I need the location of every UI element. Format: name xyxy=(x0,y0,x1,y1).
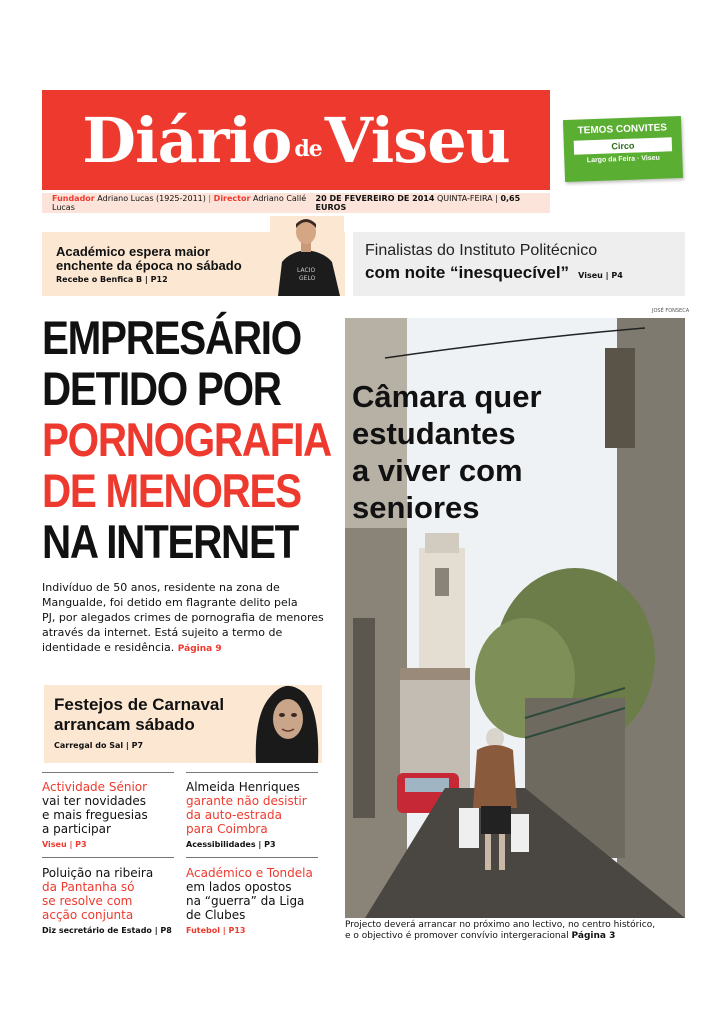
brief-line: se resolve com xyxy=(42,894,133,908)
teaser-left-sub: Recebe o Benfica B | P12 xyxy=(56,275,168,284)
photo-credit: JOSÉ FONSECA xyxy=(652,308,690,314)
lead-body-4: através da internet. Está sujeito a termo de xyxy=(42,626,283,639)
lead-body xyxy=(42,580,332,657)
teaser-right-ref: Viseu | P4 xyxy=(578,271,623,280)
founder-name: Adriano Lucas (1925-2011) xyxy=(97,194,206,203)
brief-foot: Acessibilidades | P3 xyxy=(186,840,276,849)
teaser-right-title-1: Finalistas do Instituto Politécnico xyxy=(365,242,598,259)
title-main: Diário xyxy=(82,103,292,177)
brief-line: Poluição na ribeira xyxy=(42,866,154,880)
promo-line2: Circo xyxy=(574,137,672,154)
lead-body-1: Indivíduo de 50 anos, residente na zona de xyxy=(42,581,280,594)
brief-line: e mais freguesias xyxy=(42,808,148,822)
brief-foot: Futebol | P13 xyxy=(186,926,246,935)
brief-foot: Diz secretário de Estado | P8 xyxy=(42,926,172,935)
lead-page-ref[interactable]: Página 9 xyxy=(177,644,222,654)
brief-line: a participar xyxy=(42,822,111,836)
photo-headline xyxy=(352,378,542,526)
carnaval-title xyxy=(54,695,254,735)
lead-body-2: Mangualde, foi detido em flagrante delito pela xyxy=(42,596,298,609)
photo-head-4: seniores xyxy=(352,490,480,525)
founder-director xyxy=(52,194,316,212)
lead-headline-line2: DETIDO POR xyxy=(42,362,281,415)
date-price: 20 DE FEVEREIRO DE 2014 QUINTA-FEIRA | 0,65 EUROS xyxy=(315,194,521,212)
director-label: Director xyxy=(213,194,251,203)
divider xyxy=(42,772,174,773)
lead-body-3: PJ, por alegados crimes de pornografia de menores xyxy=(42,611,324,624)
brief-line: de Clubes xyxy=(186,908,246,922)
lead-headline-line5: NA INTERNET xyxy=(42,515,299,568)
teaser-left-title-1: Académico espera maior xyxy=(56,244,210,259)
teaser-finalistas[interactable] xyxy=(353,232,685,296)
brief-line: na “guerra” da Liga xyxy=(186,894,305,908)
masthead-info-bar xyxy=(42,193,550,213)
brief-line: em lados opostos xyxy=(186,880,292,894)
divider xyxy=(186,857,318,858)
caption-page-ref[interactable]: Página 3 xyxy=(571,931,616,941)
masthead xyxy=(42,90,550,190)
promo-line1: TEMOS CONVITES xyxy=(577,122,668,137)
brief-foot: Viseu | P3 xyxy=(42,840,87,849)
brief-actividade-senior[interactable] xyxy=(42,780,177,852)
photo-head-1: Câmara quer xyxy=(352,379,542,414)
lead-body-5: identidade e residência. xyxy=(42,641,175,654)
caption-line-2: e o objectivo é promover convívio intergeracional xyxy=(345,931,569,941)
carnaval-title-2: arrancam sábado xyxy=(54,715,195,734)
brief-pantanha[interactable] xyxy=(42,866,177,938)
divider xyxy=(186,772,318,773)
info-separator: | xyxy=(208,194,212,203)
photo-head-3: a viver com xyxy=(352,453,523,488)
brief-line: vai ter novidades xyxy=(42,794,147,808)
lead-body-5-row xyxy=(42,640,332,657)
carnaval-sub: Carregal do Sal | P7 xyxy=(54,741,144,750)
caption-line-2-row xyxy=(345,931,690,942)
issue-date: 20 DE FEVEREIRO DE 2014 xyxy=(315,194,435,203)
photo-caption xyxy=(345,920,690,942)
lead-headline-line3: PORNOGRAFIA xyxy=(42,413,331,466)
brief-line: acção conjunta xyxy=(42,908,134,922)
brief-almeida-henriques[interactable] xyxy=(186,780,321,852)
lead-headline-line4: DE MENORES xyxy=(42,464,301,517)
teaser-right-line-2 xyxy=(365,263,623,283)
teaser-right-title-2: com noite “inesquecível” xyxy=(365,263,570,282)
carnaval-box[interactable] xyxy=(44,685,322,763)
brief-line: garante não desistir xyxy=(186,794,307,808)
brief-line: para Coimbra xyxy=(186,822,268,836)
title-de: de xyxy=(294,136,322,162)
promo-line3: Largo da Feira · Viseu xyxy=(586,154,660,165)
director-name: Adriano Callé Lucas xyxy=(52,194,307,212)
brief-line: da auto-estrada xyxy=(186,808,282,822)
footballer-photo xyxy=(270,216,344,296)
svg-text:LACIO: LACIO xyxy=(297,267,316,274)
lead-headline-line1: EMPRESÁRIO xyxy=(42,311,301,364)
issue-weekday: QUINTA-FEIRA xyxy=(436,194,493,203)
brief-line: Actividade Sénior xyxy=(42,780,148,794)
divider xyxy=(42,857,174,858)
brief-academico-tondela[interactable] xyxy=(186,866,321,938)
brief-line: da Pantanha só xyxy=(42,880,135,894)
teaser-left-title-2: enchente da época no sábado xyxy=(56,258,242,273)
carnaval-mask-photo xyxy=(250,675,322,763)
carnaval-title-1: Festejos de Carnaval xyxy=(54,695,225,714)
newspaper-title xyxy=(42,90,550,190)
svg-text:GELO: GELO xyxy=(299,275,316,282)
promo-badge[interactable] xyxy=(563,116,683,182)
brief-line: Académico e Tondela xyxy=(186,866,313,880)
caption-line-1: Projecto deverá arrancar no próximo ano lectivo, no centro histórico, xyxy=(345,920,656,930)
issue-price: 0,65 EUROS xyxy=(315,194,521,212)
title-city: Viseu xyxy=(324,103,510,177)
photo-head-2: estudantes xyxy=(352,416,516,451)
brief-line: Almeida Henriques xyxy=(186,780,300,794)
founder-label: Fundador xyxy=(52,194,95,203)
